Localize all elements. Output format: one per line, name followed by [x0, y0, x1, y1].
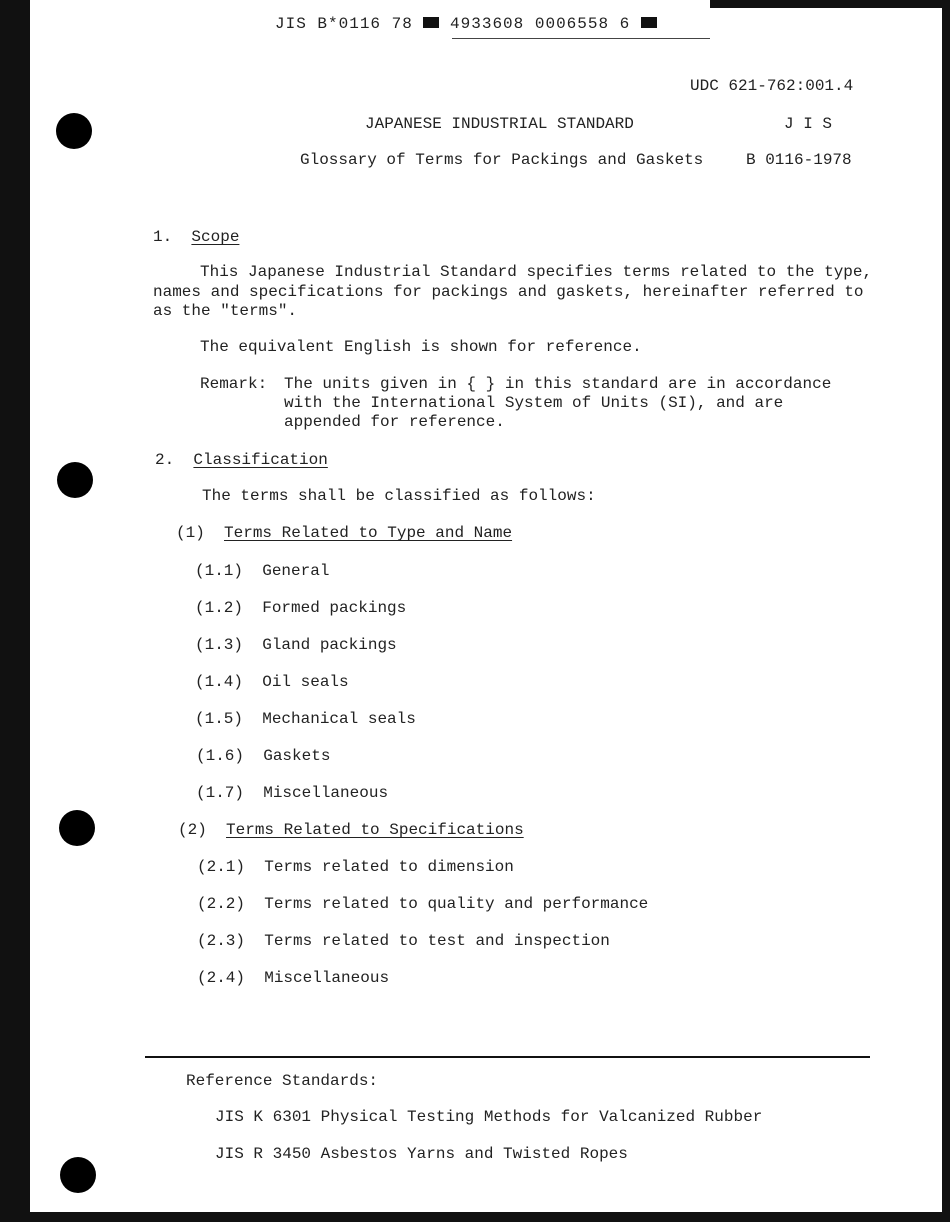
list-item	[195, 635, 397, 655]
list-item	[195, 561, 329, 581]
group2-title: Terms Related to Specifications	[226, 821, 524, 839]
list-item	[196, 746, 330, 766]
list-item-label: Gaskets	[263, 747, 331, 765]
list-item-number: (1.7)	[196, 784, 245, 802]
doc-number: B 0116-1978	[746, 151, 852, 169]
header-underline	[452, 38, 710, 39]
scan-bottom-border	[0, 1212, 950, 1222]
group1-number: (1)	[176, 524, 205, 542]
list-item-number: (1.1)	[195, 562, 244, 580]
list-item	[195, 709, 416, 729]
header-code-part2: 4933608 0006558 6	[450, 15, 631, 33]
scope-para-line: as the "terms".	[153, 302, 298, 320]
udc-code: UDC 621-762:001.4	[690, 77, 854, 95]
list-item-number: (1.4)	[195, 673, 244, 691]
list-item-label: Terms related to test and inspection	[264, 932, 610, 950]
list-item-label: Formed packings	[262, 599, 407, 617]
section2-heading	[155, 450, 328, 470]
list-item	[195, 672, 349, 692]
list-item-number: (2.2)	[197, 895, 246, 913]
group2-number: (2)	[178, 821, 207, 839]
list-item-label: Oil seals	[262, 673, 349, 691]
list-item	[195, 598, 406, 618]
standard-title: JAPANESE INDUSTRIAL STANDARD	[365, 115, 634, 133]
doc-title: Glossary of Terms for Packings and Gaskets	[300, 151, 704, 169]
list-item-number: (1.6)	[196, 747, 245, 765]
section2-number: 2.	[155, 451, 175, 469]
scan-left-border	[0, 0, 30, 1222]
punch-hole-icon	[56, 113, 92, 149]
list-item	[197, 894, 648, 914]
group2-heading	[178, 820, 524, 840]
list-item-label: Miscellaneous	[263, 784, 389, 802]
filled-block-icon	[641, 17, 657, 28]
list-item-number: (1.5)	[195, 710, 244, 728]
punch-hole-icon	[59, 810, 95, 846]
list-item-label: Terms related to quality and performance	[264, 895, 649, 913]
list-item-number: (2.4)	[197, 969, 246, 987]
section1-title: Scope	[191, 228, 240, 246]
scan-right-border	[942, 0, 950, 1222]
list-item-label: Terms related to dimension	[264, 858, 514, 876]
list-item-number: (2.1)	[197, 858, 246, 876]
reference-item: JIS R 3450 Asbestos Yarns and Twisted Ropes	[215, 1145, 628, 1163]
list-item-number: (1.3)	[195, 636, 244, 654]
remark-line: with the International System of Units (SI), and are	[284, 394, 784, 412]
filled-block-icon	[423, 17, 439, 28]
remark-label: Remark:	[200, 375, 268, 393]
english-note: The equivalent English is shown for reference.	[200, 338, 642, 356]
section1-number: 1.	[153, 228, 173, 246]
list-item	[197, 857, 514, 877]
remark-line: The units given in { } in this standard are in accordance	[284, 375, 832, 393]
list-item-label: Miscellaneous	[264, 969, 390, 987]
punch-hole-icon	[60, 1157, 96, 1193]
jis-mark: J I S	[784, 115, 833, 133]
list-item	[197, 931, 610, 951]
punch-hole-icon	[57, 462, 93, 498]
remark-line: appended for reference.	[284, 413, 505, 431]
reference-item: JIS K 6301 Physical Testing Methods for Valcanized Rubber	[215, 1108, 763, 1126]
group1-heading	[176, 523, 512, 543]
list-item-number: (2.3)	[197, 932, 246, 950]
group1-title: Terms Related to Type and Name	[224, 524, 513, 542]
classification-intro: The terms shall be classified as follows:	[202, 487, 596, 505]
section2-title: Classification	[193, 451, 328, 469]
list-item-label: Mechanical seals	[262, 710, 416, 728]
section1-heading	[153, 227, 239, 247]
list-item	[196, 783, 388, 803]
header-code-part1: JIS B*0116 78	[275, 15, 413, 33]
scope-para-line: names and specifications for packings and gaskets, hereinafter referred to	[153, 283, 864, 301]
header-code	[275, 14, 657, 34]
list-item-label: General	[262, 562, 330, 580]
footnote-rule	[145, 1056, 870, 1058]
list-item	[197, 968, 389, 988]
scope-para-line: This Japanese Industrial Standard specifies terms related to the type,	[200, 263, 873, 281]
list-item-number: (1.2)	[195, 599, 244, 617]
scan-top-border	[710, 0, 950, 8]
reference-title: Reference Standards:	[186, 1072, 379, 1090]
list-item-label: Gland packings	[262, 636, 397, 654]
